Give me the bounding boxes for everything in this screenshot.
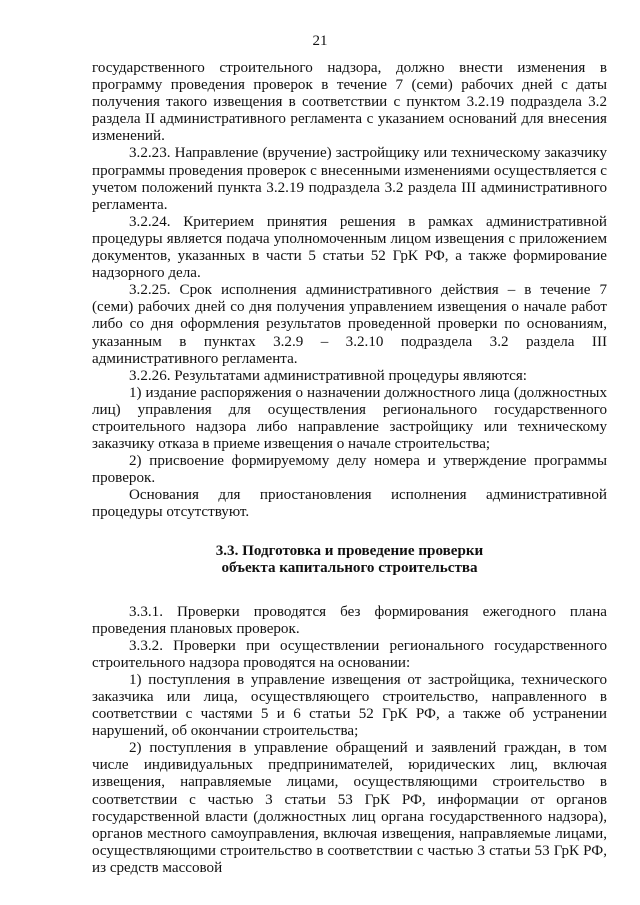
section-heading-line1: 3.3. Подготовка и проведение проверки xyxy=(215,542,484,559)
list-item-2: 2) присвоение формируемому делу номера и утверждение программы проверок. xyxy=(92,453,607,487)
paragraph-grounds: Основания для приостановления исполнения административной процедуры отсутствуют. xyxy=(92,487,607,521)
paragraph-3-2-23: 3.2.23. Направление (вручение) застройщику или техническому заказчику программы проведения проверок с внесенными изменениями осуществляется с учетом положений пункта 3.2.19 подраздела 3.2 раздела III административного регламента. xyxy=(92,145,607,213)
list-item-basis-2: 2) поступления в управление обращений и заявлений граждан, в том числе индивидуальных предпринимателей, юридических лиц, включая извещения, направляемые лицами, осуществляющими строительство в соответствии с частью 3 статьи 53 ГрК РФ, информации от органов государственной власти (должностных лиц органа государственного надзора), органов местного самоуправления, включая извещения, направляемые лицами, осуществляющими строительство в соответствии с частью 3 статьи 53 ГрК РФ, из средств массовой xyxy=(92,740,607,876)
paragraph-continuation: государственного строительного надзора, должно внести изменения в программу проведения проверок в течение 7 (семи) рабочих дней с даты получения такого извещения в соответствии с пунктом 3.2.19 подраздела 3.2 раздела II административного регламента с указанием оснований для внесения изменений. xyxy=(92,60,607,145)
page-number: 21 xyxy=(312,33,328,49)
list-item-1: 1) издание распоряжения о назначении должностного лица (должностных лиц) управления для осуществления регионального государственного строительного надзора либо направление застройщику или техническому заказчику отказа в приеме извещения о начале строительства; xyxy=(92,384,607,453)
paragraph-3-3-1: 3.3.1. Проверки проводятся без формирования ежегодного плана проведения плановых проверок. xyxy=(92,603,607,637)
section-heading-line2: объекта капитального строительства xyxy=(221,560,478,577)
paragraph-3-3-2: 3.3.2. Проверки при осуществлении регионального государственного строительного надзора проводятся на основании: xyxy=(92,637,607,671)
paragraph-3-2-24: 3.2.24. Критерием принятия решения в рамках административной процедуры является подача уполномоченным лицом извещения с приложением документов, указанных в части 5 статьи 52 ГрК РФ, а также формирование надзорного дела. xyxy=(92,213,607,282)
document-body xyxy=(92,60,607,877)
paragraph-3-2-25: 3.2.25. Срок исполнения административного действия – в течение 7 (семи) рабочих дней со дня получения управлением извещения о начале работ либо со дня оформления результатов проведенной проверки по основаниям, указанным в пунктах 3.2.9 – 3.2.10 подраздела 3.2 раздела III административного регламента. xyxy=(92,282,607,367)
list-item-basis-1: 1) поступления в управление извещения от застройщика, технического заказчика или лица, осуществляющего строительство, направленного в соответствии с частями 5 и 6 статьи 52 ГрК РФ, а также об устранении нарушений, об окончании строительства; xyxy=(92,671,607,740)
paragraph-3-2-26: 3.2.26. Результатами административной процедуры являются: xyxy=(129,367,527,384)
section-heading-3-3 xyxy=(92,543,607,578)
